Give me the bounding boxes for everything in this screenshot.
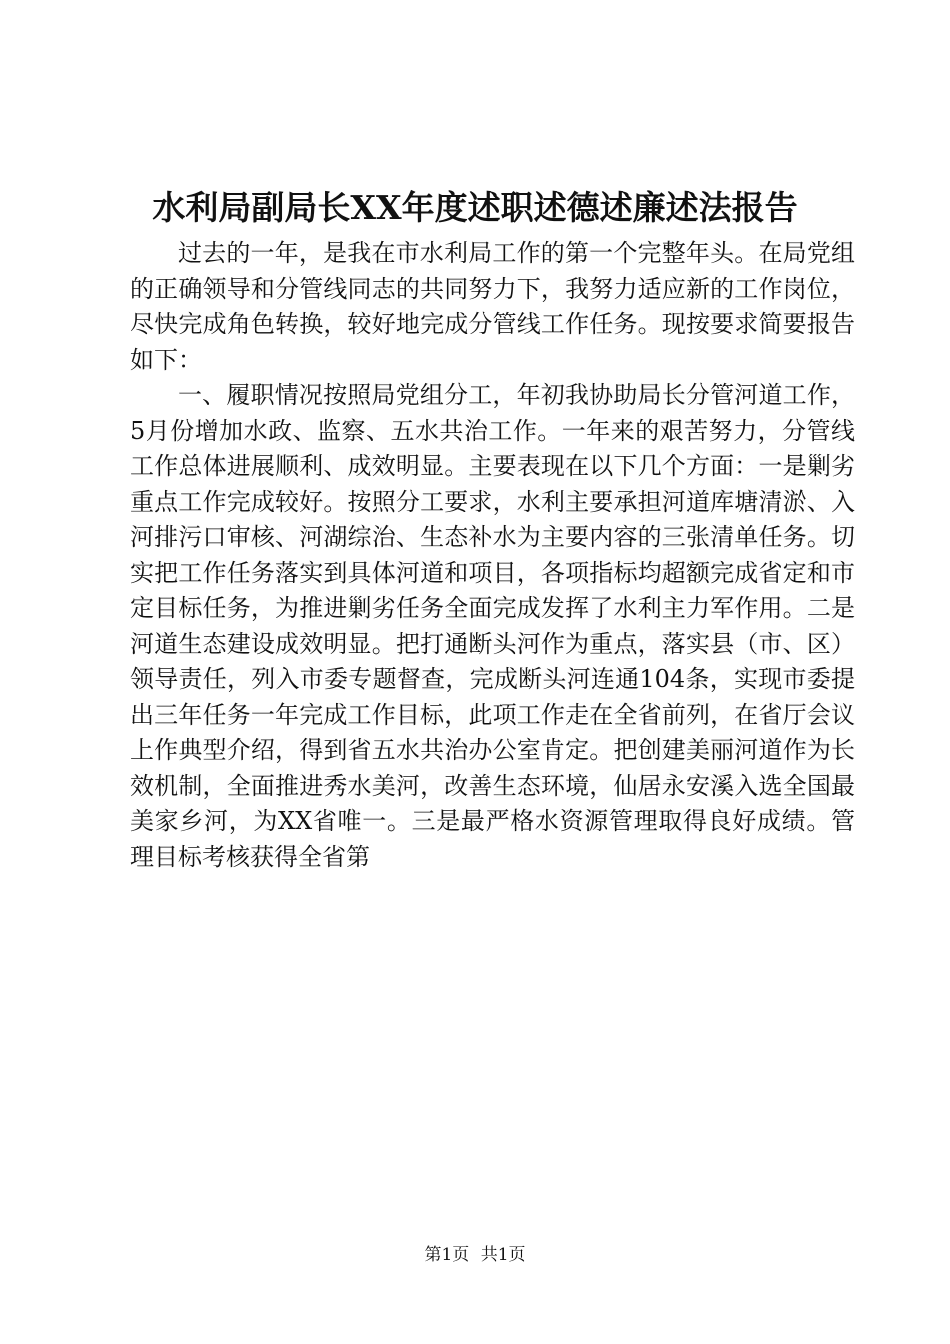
- page-footer: [0, 1244, 950, 1266]
- paragraph-duty-performance: 一、履职情况按照局党组分工，年初我协助局长分管河道工作，5月份增加水政、监察、五水共治工作。一年来的艰苦努力，分管线工作总体进展顺利、成效明显。主要表现在以下几个方面：一是剿劣重点工作完成较好。按照分工要求，水利主要承担河道库塘清淤、入河排污口审核、河湖综治、生态补水为主要内容的三张清单任务。切实把工作任务落实到具体河道和项目，各项指标均超额完成省定和市定目标任务，为推进剿劣任务全面完成发挥了水利主力军作用。二是河道生态建设成效明显。把打通断头河作为重点，落实县（市、区）领导责任，列入市委专题督查，完成断头河连通104条，实现市委提出三年任务一年完成工作目标，此项工作走在全省前列，在省厅会议上作典型介绍，得到省五水共治办公室肯定。把创建美丽河道作为长效机制，全面推进秀水美河，改善生态环境，仙居永安溪入选全国最美家乡河，为XX省唯一。三是最严格水资源管理取得良好成绩。管理目标考核获得全省第: [130, 381, 855, 871]
- document-body: [130, 236, 855, 875]
- paragraph-intro: 过去的一年，是我在市水利局工作的第一个完整年头。在局党组的正确领导和分管线同志的共同努力下，我努力适应新的工作岗位，尽快完成角色转换，较好地完成分管线工作任务。现按要求简要报告如下：: [130, 239, 855, 374]
- page-total: 共1页: [480, 1245, 526, 1265]
- document-title: 水利局副局长XX年度述职述德述廉述法报告: [152, 188, 798, 227]
- page-number: 第1页: [424, 1245, 470, 1265]
